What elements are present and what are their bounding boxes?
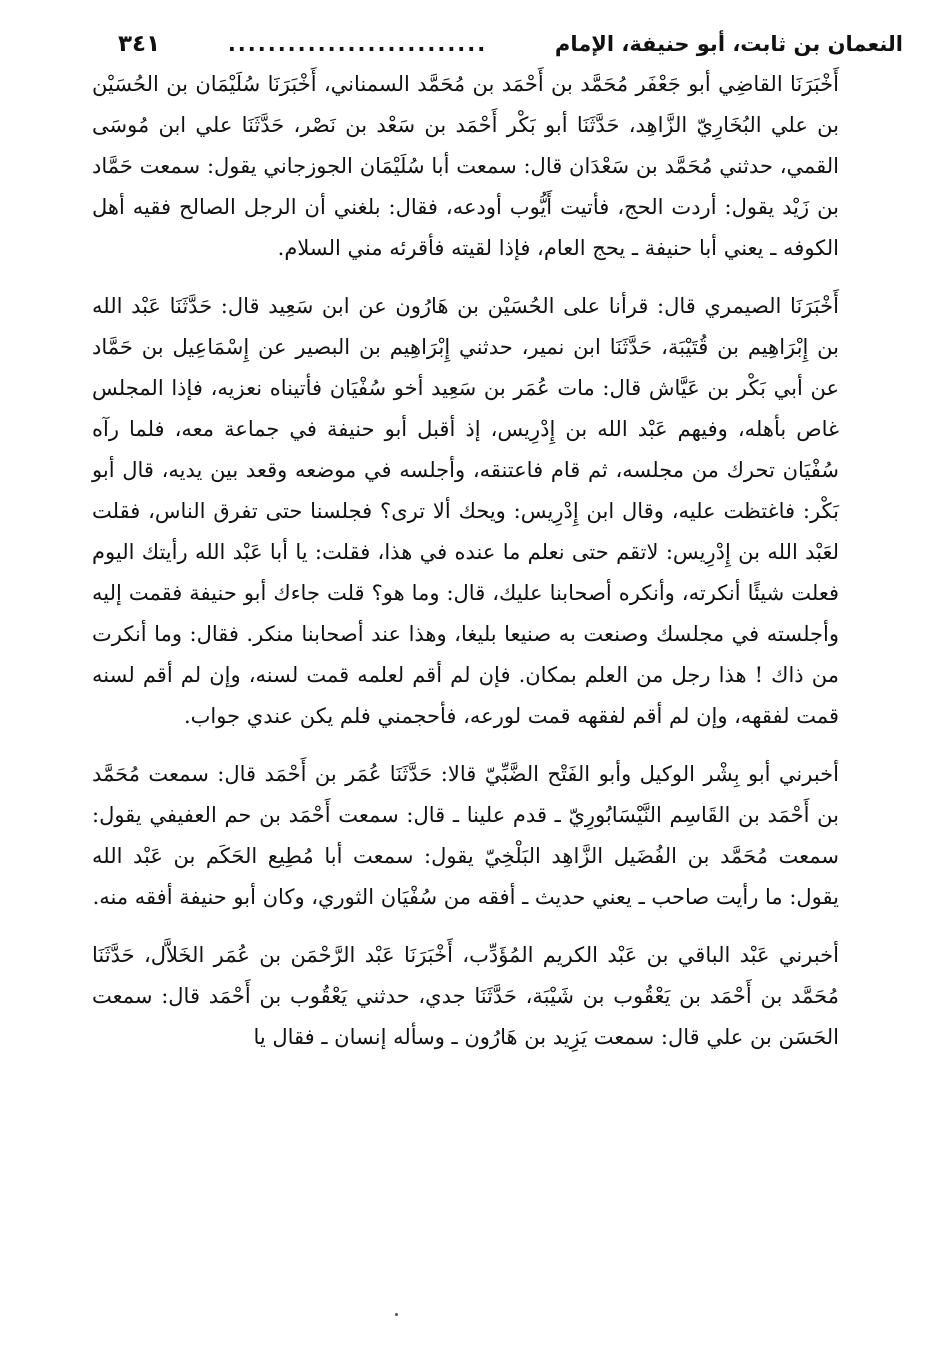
running-head bbox=[118, 26, 903, 64]
page-number: ٣٤١ bbox=[118, 31, 161, 57]
leader-dots: .......................... bbox=[227, 32, 488, 56]
paragraph-4: أخبرني عَبْد الباقي بن عَبْد الكريم المُؤَدِّب، أَخْبَرَنَا عَبْد الرَّحْمَن بن عُمَر الخَلاَّل، حَدَّثَنَا مُحَمَّد بن أَحْمَد بن يَعْقُوب بن شَيْبَة، حَدَّثَنَا جدي، حدثني يَعْقُوب بن أَحْمَد قال: سمعت الحَسَن بن علي قال: سمعت يَزِيد بن هَارُون ـ وسأله إنسان ـ فقال يا bbox=[92, 943, 839, 1049]
scan-speck bbox=[395, 1313, 398, 1316]
paragraph-2: أَخْبَرَنَا الصيمري قال: قرأنا على الحُسَيْن بن هَارُون عن ابن سَعِيد قال: حَدَّثَنَا عَبْد الله بن إِبْرَاهِيم بن قُتَيْبَة، حَدَّثَنَا ابن نمير، حدثني إِبْرَاهِيم بن البصير عن إِسْمَاعِيل بن حَمَّاد عن أبي بَكْر بن عَيَّاش قال: مات عُمَر بن سَعِيد أخو سُفْيَان فأتيناه نعزيه، فإذا المجلس غاص بأهله، وفيهم عَبْد الله بن إِدْرِيس، إذ أقبل أبو حنيفة في جماعة معه، فلما رآه سُفْيَان تحرك من مجلسه، ثم قام فاعتنقه، وأجلسه في موضعه وقعد بين يديه، قال أبو بَكْر: فاغتظت عليه، وقال ابن إِدْرِيس: ويحك ألا ترى؟ فجلسنا حتى تفرق الناس، فقلت لعَبْد الله بن إِدْرِيس: لاتقم حتى نعلم ما عنده في هذا، فقلت: يا أبا عَبْد الله رأيتك اليوم فعلت شيئًا أنكرته، وأنكره أصحابنا عليك، قال: وما هو؟ قلت جاءك أبو حنيفة فقمت إليه وأجلسته في مجلسك وصنعت به صنيعا بليغا، وهذا عند أصحابنا منكر. فقال: وما أنكرت من ذاك ! هذا رجل من العلم بمكان. فإن لم أقم لعلمه قمت لسنه، وإن لم أقم لسنه قمت لفقهه، وإن لم أقم لفقهه قمت لورعه، فأحجمني فلم يكن عندي جواب. bbox=[92, 294, 839, 728]
running-head-title: النعمان بن ثابت، أبو حنيفة، الإمام bbox=[554, 32, 903, 56]
paragraph-3: أخبرني أبو بِشْر الوكيل وأبو الفَتْح الضَّبِّيّ قالا: حَدَّثَنَا عُمَر بن أَحْمَد قال: سمعت مُحَمَّد بن أَحْمَد بن القَاسِم النَّيْسَابُورِيّ ـ قدم علينا ـ قال: سمعت أَحْمَد بن حم العفيفي يقول: سمعت مُحَمَّد بن الفُضَيل الزَّاهِد البَلْخِيّ يقول: سمعت أبا مُطِيع الحَكَم بن عَبْد الله يقول: ما رأيت صاحب ـ يعني حديث ـ أفقه من سُفْيَان الثوري، وكان أبو حنيفة أفقه منه. bbox=[92, 762, 839, 909]
paragraph-1: أَخْبَرَنَا القاضِي أبو جَعْفَر مُحَمَّد بن أَحْمَد بن مُحَمَّد السمناني، أَخْبَرَنَا سُلَيْمَان بن الحُسَيْن بن علي البُخَارِيّ الزَّاهِد، حَدَّثَنَا أبو بَكْر أَحْمَد بن سَعْد بن نَصْر، حَدَّثَنَا علي ابن مُوسَى القمي، حدثني مُحَمَّد بن سَعْدَان قال: سمعت أبا سُلَيْمَان الجوزجاني يقول: سمعت حَمَّاد بن زَيْد يقول: أردت الحج، فأتيت أَيُّوب أودعه، فقال: بلغني أن الرجل الصالح فقيه أهل الكوفه ـ يعني أبا حنيفة ـ يحج العام، فإذا لقيته فأقرئه مني السلام. bbox=[92, 72, 839, 260]
